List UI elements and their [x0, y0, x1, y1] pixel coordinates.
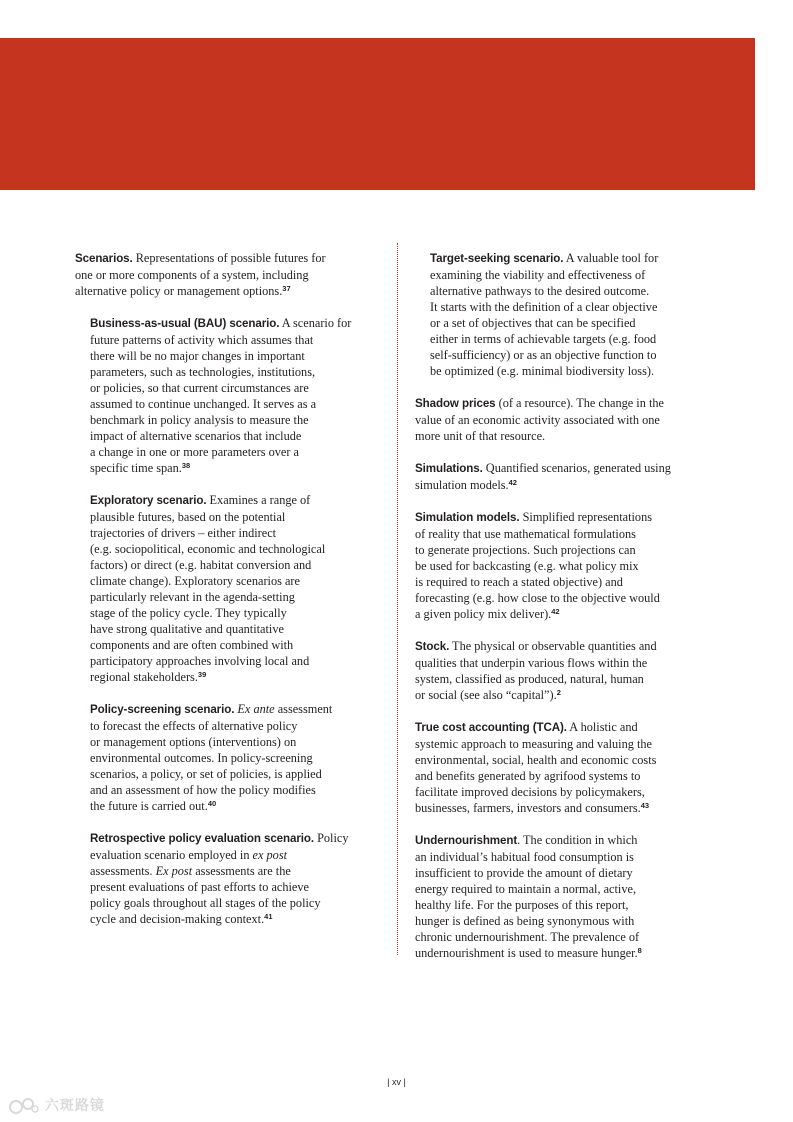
watermark-logo-icon	[8, 1097, 40, 1115]
glossary-term: Retrospective policy evaluation scenario.	[90, 832, 314, 845]
glossary-entry-simulations: Simulations. Quantified scenarios, generated using simulation models.$^{42}$	[415, 461, 671, 492]
glossary-entry-undernourishment: Undernourishment. The condition in which an individual’s habitual food consumption is insufficient to provide the amount of dietary energy required to maintain a normal, active, healthy life. For the purposes of this report, hunger is defined as being synonymous with chronic undernourishment. The prevalence of undernourishment is used to measure hunger.$^8$	[415, 833, 642, 960]
glossary-entry-exploratory-scenario: Exploratory scenario. Examines a range of plausible futures, based on the potential trajectories of drivers – either indirect (e.g. sociopolitical, economic and technological factors) or direct (e.g. habitat conversion and climate change). Exploratory scenarios are particularly relevant in the agenda-setting stage of the policy cycle. They typically have strong qualitative and quantitative components and are often combined with participatory approaches involving local and regional stakeholders.$^{39}$	[90, 493, 326, 684]
footnote-ref: 42	[551, 607, 560, 616]
footnote-ref: 2	[556, 688, 561, 697]
footnote-ref: 42	[508, 478, 517, 487]
glossary-entry-shadow-prices: Shadow prices (of a resource). The change in the value of an economic activity associated with one more unit of that resource.	[415, 396, 664, 443]
header-banner	[0, 38, 755, 190]
glossary-entry-simulation-models: Simulation models. Simplified representations of reality that use mathematical formulations to generate projections. Such projections can be used for backcasting (e.g. what policy mix is required to reach a stated objective) and forecasting (e.g. how close to the objective would a given policy mix deliver).$^{42}$	[415, 510, 660, 621]
glossary-entry-policy-screening-scenario: Policy-screening scenario. Ex ante assessment to forecast the effects of alternative policy or management options (interventions) on environmental outcomes. In policy-screening scenarios, a policy, or set of policies, is applied and an assessment of how the policy modifies the future is carried out.$^{40}$	[90, 702, 333, 813]
page-number: | xv |	[387, 1077, 406, 1087]
watermark-text: 六斑路镜	[44, 1097, 105, 1113]
glossary-term: Simulation models.	[415, 511, 520, 524]
footnote-ref: 40	[207, 799, 217, 808]
glossary-column-right	[415, 250, 725, 977]
glossary-entry-retrospective-scenario: Retrospective policy evaluation scenario. Policy evaluation scenario employed in ex post assessments. Ex post assessments are the present evaluations of past efforts to achieve policy goals throughout all stages of the policy cycle and decision-making context.$^{41}$	[90, 831, 349, 926]
glossary-term: Simulations.	[415, 462, 483, 475]
glossary-entry-stock: Stock. The physical or observable quantities and qualities that underpin various flows within the system, classified as produced, natural, human or social (see also “capital”).$^2$	[415, 639, 657, 702]
footnote-ref: 8	[637, 946, 642, 955]
glossary-entry-bau-scenario: Business-as-usual (BAU) scenario. A scenario for future patterns of activity which assumes that there will be no major changes in important parameters, such as technologies, institutions, or policies, so that current circumstances are assumed to continue unchanged. It serves as a benchmark in policy analysis to measure the impact of alternative scenarios that include a change in one or more parameters over a specific time span.$^{38}$	[90, 316, 352, 475]
glossary-term: Undernourishment	[415, 834, 518, 847]
glossary-term: Policy-screening scenario.	[90, 703, 235, 716]
glossary-term: Shadow prices	[415, 397, 496, 410]
footnote-ref: 41	[264, 912, 273, 921]
column-divider	[397, 243, 398, 955]
glossary-term: Target-seeking scenario.	[430, 252, 564, 265]
glossary-term: Exploratory scenario.	[90, 494, 207, 507]
glossary-entry-true-cost-accounting: True cost accounting (TCA). A holistic and systemic approach to measuring and valuing the environmental, social, health and economic costs and benefits generated by agrifood systems to facilitate improved decisions by policymakers, businesses, farmers, investors and consumers.$^{43}$	[415, 720, 657, 815]
footnote-ref: 43	[640, 801, 650, 810]
glossary-term: Stock.	[415, 640, 450, 653]
footnote-ref: 39	[197, 670, 207, 679]
watermark	[8, 1095, 105, 1115]
glossary-entry-scenarios: Scenarios. Representations of possible futures for one or more components of a system, including alternative policy or management options.$^{37}$	[75, 251, 326, 298]
glossary-term: Business-as-usual (BAU) scenario.	[90, 317, 280, 330]
footnote-ref: 38	[181, 461, 191, 470]
glossary-column-left	[75, 250, 380, 943]
footnote-ref: 37	[282, 284, 291, 293]
glossary-entry-target-seeking-scenario: Target-seeking scenario. A valuable tool for examining the viability and effectiveness of alternative pathways to the desired outcome. It starts with the definition of a clear objective or a set of objectives that can be specified either in terms of achievable targets (e.g. food self-sufficiency) or as an objective function to be optimized (e.g. minimal biodiversity loss).	[430, 251, 659, 378]
glossary-term: Scenarios.	[75, 252, 133, 265]
glossary-term: True cost accounting (TCA).	[415, 721, 567, 734]
